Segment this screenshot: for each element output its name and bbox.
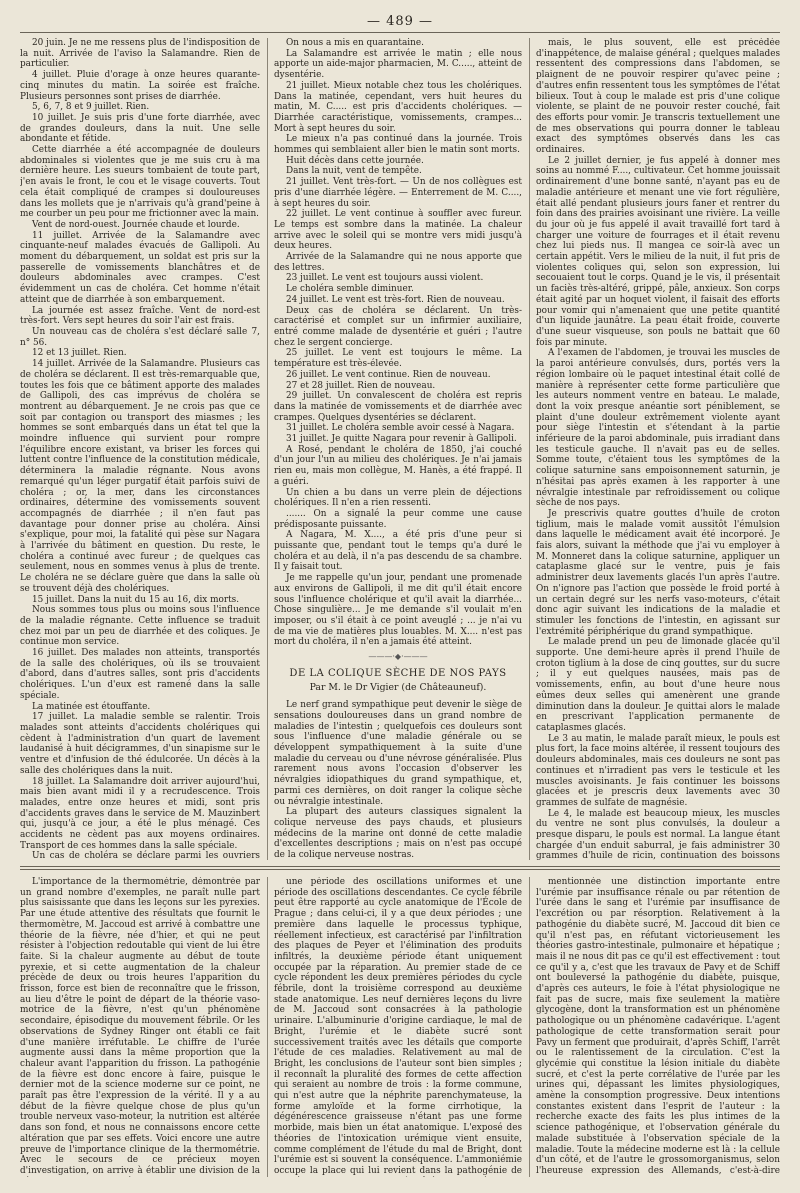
journal-paragraph: 12 et 13 juillet. Rien. bbox=[32, 348, 127, 359]
article-paragraph: Je prescrivis quatre gouttes d'huile de croton tiglium, mais le malade vomit aussitôt l'émulsion dans laquelle le médicament avait été incorporé. Je fais alors, suivant la méthode que j'ai vu employer à M. Monneret dans la colique saturnine, appliquer un cataplasme glacé sur le ventre, puis je fais administrer deux lavements glacés l'un après l'autre. On n'ignore pas l'action que possède le froid porté à un certain degré sur les nerfs vaso-moteurs, c'était donc agir suivant les indications de la maladie et stimuler les fonctions de l'intestin, en agissant sur l'extrémité périphérique du grand sympathique. bbox=[536, 508, 780, 637]
journal-paragraph: 31 juillet. Je quitte Nagara pour revenir à Gallipoli. bbox=[286, 434, 517, 445]
journal-paragraph: 27 et 28 juillet. Rien de nouveau. bbox=[286, 380, 436, 391]
section-rule bbox=[20, 866, 780, 867]
journal-paragraph: 15 juillet. Dans la nuit du 15 au 16, dix morts. bbox=[32, 594, 240, 605]
article-paragraph: mais, le plus souvent, elle est précédée d'inappétence, de malaise général ; quelques malades ressentent des compressions dans l'abdomen, se plaignent de ne pouvoir respirer qu'avec peine ; d'autres enfin ressentent tous les symptômes de l'état bilieux. Tout à coup le malade est pris d'une colique violente, se plaint de ne pouvoir rester couché, fait des efforts pour vomir. Je transcris textuellement une de mes observations qui pourra donner le tableau exact des symptômes observés dans les cas ordinaires. bbox=[536, 38, 780, 156]
journal-paragraph: Cette diarrhée a été accompagnée de douleurs abdominales si violentes que je me suis cru à ma dernière heure. Les sueurs tombaient de toute part, j'en avais le front, le cou et le visage couverts. Tout cela était compliqué de crampes si douloureuses dans les mollets que je n'arrivais qu'à grand'peine à me courber un peu pour me frictionner avec la main. bbox=[20, 145, 260, 220]
journal-paragraph: La matinée est étouffante. bbox=[32, 701, 151, 712]
column-divider bbox=[529, 877, 530, 1177]
journal-paragraph: Dans la nuit, vent de tempête. bbox=[286, 166, 422, 177]
journal-paragraph: 22 juillet. Le vent continue à souffler avec fureur. Le temps est sombre dans la matinée. La chaleur arrive avec le soleil qui se montre vers midi jusqu'à deux heures. bbox=[274, 209, 522, 252]
column-divider bbox=[267, 38, 268, 860]
journal-paragraph: ....... On a signalé la peur comme une cause prédisposante puissante. bbox=[274, 508, 522, 530]
article-paragraph: Le 4, le malade est beaucoup mieux, les muscles du ventre ne sont plus convulsés, la douleur a presque disparu, le pouls est normal. La langue étant chargée d'un enduit saburral, je fais administrer 30 grammes d'huile de ricin, continuation des boissons bbox=[536, 808, 780, 860]
review-paragraph: L'importance de la thermométrie, démontrée par un grand nombre d'exemples, ne paraît nulle part plus saisissante que dans les leçons sur les pyrexies. Par une étude attentive des résultats que fournit le thermomètre, M. Jaccoud est arrivé à combattre une théorie de la fièvre, née d'hier, et qui ne peut résister à l'objection redoutable qui vient de lui être faite. Si la chaleur augmente au début de toute pyrexie, et si cette augmentation de la chaleur précède de deux ou trois heures l'apparition du frisson, force est bien de reconnaître que le frisson, au lieu d'être le point de départ de la théorie vaso-motrice de la fièvre, n'est qu'un phénomène secondaire, épisodique du mouvement fébrile. Or les observations de Sydney Ringer ont établi ce fait d'une manière irréfutable. Le chiffre de l'urée augmente aussi dans la même proportion que la chaleur avant l'apparition du frisson. La pathogénie de la fièvre est donc encore à faire, puisque le dernier mot de la science moderne sur ce point, ne paraît pas être l'expression de la vérité. Il y a au début de la fièvre quelque chose de plus qu'un trouble nerveux vaso-moteur, la nutrition est altérée dans son fond, et nous ne connaissons encore cette altération que par ses effets. Voici encore une autre preuve de l'importance clinique de la thermométrie. Avec le secours de ce précieux moyen d'investigation, on arrive à établir une division de la bbox=[20, 877, 260, 1176]
review-paragraph: une période des oscillations uniformes et une période des oscillations descendantes. Ce cycle fébrile peut être rapporté au cycle anatomique de l'École de Prague ; dans celui-ci, il y a que deux périodes ; une première dans laquelle le processus typhique, réellement infectieux, est caractérisé par l'infiltration des plaques de Peyer et l'élimination des produits infiltrés, la deuxième période étant uniquement occupée par la réparation. Au premier stade de ce cycle répondent les deux premières périodes du cycle fébrile, dont la troisième correspond au deuxième stade anatomique. Les neuf dernières leçons du livre de M. Jaccoud sont consacrées à la pathologie urinaire. L'albuminurie d'origine cardiaque, le mal de Bright, l'urémie et le diabète sucré sont successivement traités avec les détails que comporte l'étude de ces maladies. Relativement au mal de Bright, les conclusions de l'auteur sont bien simples ; il reconnaît la pluralité des formes de cette affection qui seraient au nombre de trois : la forme commune, qui n'est autre que la néphrite parenchymateuse, la forme amyloïde et la forme cirrhotique, la dégénérescence graisseuse n'étant pas une forme morbide, mais bien un état anatomique. L'exposé des théories de l'intoxication urémique vient ensuite, comme complément de l'étude du mal de Bright, dont l'urémie est si souvent la conséquence. L'ammoniémie occupe la place qui lui revient dans la pathogénie de bbox=[274, 877, 522, 1176]
journal-paragraph: 29 juillet. Un convalescent de choléra est repris dans la matinée de vomissements et de diarrhée avec crampes. Quelques dysentéries se déclarent. bbox=[274, 391, 522, 423]
section-rule bbox=[20, 869, 780, 870]
journal-paragraph: 25 juillet. Le vent est toujours le même. La température est très-élevée. bbox=[274, 348, 522, 370]
journal-paragraph: 21 juillet. Mieux notable chez tous les cholériques. Dans la matinée, cependant, vers huit heures du matin, M. C..... est pris d'accidents cholériques. — Diarrhée caractéristique, vomissements, crampes... Mort à sept heures du soir. bbox=[274, 80, 522, 134]
journal-paragraph: Huit décès dans cette journée. bbox=[286, 155, 424, 166]
journal-paragraph: 20 juin. Je ne me ressens plus de l'indisposition de la nuit. Arrivée de l'aviso la Salamandre. Rien de particulier. bbox=[20, 38, 260, 70]
journal-paragraph: Deux cas de choléra se déclarent. Un très-caractérisé et complet sur un infirmier auxiliaire, entré comme malade de dysentérie et guéri ; l'autre chez le sergent concierge. bbox=[274, 305, 522, 348]
header-rule bbox=[20, 32, 780, 33]
review-column-left bbox=[20, 877, 260, 1177]
journal-paragraph: A Nagara, M. X...., a été pris d'une peur si puissante que, pendant tout le temps qu'a duré le choléra et au delà, il n'a pas descendu de sa chambre. Il y faisait tout. bbox=[274, 530, 522, 573]
article-title: DE LA COLIQUE SÈCHE DE NOS PAYS bbox=[289, 667, 507, 679]
journal-paragraph: 18 juillet. La Salamandre doit arriver aujourd'hui, mais bien avant midi il y a recrudescence. Trois malades, entre onze heures et midi, sont pris d'accidents graves dans le service de M. Mauzinbert qui, jusqu'à ce jour, a été le plus ménagé. Ces accidents ne cèdent pas aux moyens ordinaires. Transport de ces hommes dans la salle spéciale. bbox=[20, 776, 260, 851]
journal-paragraph: Arrivée de la Salamandre qui ne nous apporte que des lettres. bbox=[274, 252, 522, 273]
journal-paragraph: Je me rappelle qu'un jour, pendant une promenade aux environs de Gallipoli, il me dit qu'il était encore sous l'influence cholérique et qu'il avait la diarrhée... Chose singulière... Je me demande s'il voulait m'en imposer, ou s'il était à ce point aveuglé ; ... je n'ai vu de ma vie de matières plus louables. M. X.... n'est pas mort du choléra, il n'en a jamais été atteint. bbox=[274, 573, 522, 648]
review-paragraph: mentionnée une distinction importante entre l'urémie par insuffisance rénale ou par rétention de l'urée dans le sang et l'urémie par insuffisance de l'excrétion ou par résorption. Relativement à la pathogénie du diabète sucré, M. Jaccoud dit bien ce qu'il n'est pas, en réfutant victorieusement les théories gastro-intestinale, pulmonaire et hépatique ; mais il ne nous dit pas ce qu'il est effectivement : tout ce qu'il y a, c'est que les travaux de Pavy et de Schiff ont bouleversé la pathogénie du diabète, puisque, d'après ces auteurs, le foie à l'état physiologique ne fait pas de sucre, mais fixe seulement la matière glycogène, dont la transformation est un phénomène pathologique ou un phénomène cadavérique. L'agent pathologique de cette transformation serait pour Pavy un ferment que produirait, d'après Schiff, l'arrêt ou le ralentissement de la circulation. C'est la glycémie qui constitue la lésion initiale du diabète sucré, et c'est la perte corrélative de l'urée par les urines qui, dépassant les limites physiologiques, amène la consomption progressive. Deux intentions constantes existent dans l'esprit de l'auteur : la recherche exacte des faits les plus intimes de la science pathogénique, et l'observation générale du malade substituée à l'observation spéciale de la maladie. Toute la médecine moderne est là : la cellule d'un côté, et de l'autre le grossomorganismus, selon l'heureuse expression des Allemands, c'est-à-dire bbox=[536, 877, 780, 1176]
journal-paragraph: Un nouveau cas de choléra s'est déclaré salle 7, n° 56. bbox=[20, 326, 260, 348]
journal-paragraph: 23 juillet. Le vent est toujours aussi violent. bbox=[286, 273, 484, 284]
article-paragraph: Le 3 au matin, le malade paraît mieux, le pouls est plus fort, la face moins altérée, il ressent toujours des douleurs abdominales, mais ces douleurs ne sont pas continues et n'irradient pas vers le testicule et les muscles avoisinants. Je fais continuer les boissons glacées et je prescris deux lavements avec 30 grammes de sulfate de magnésie. bbox=[536, 733, 780, 808]
journal-paragraph: 16 juillet. Des malades non atteints, transportés de la salle des cholériques, où ils se trouvaient d'abord, dans d'autres salles, sont pris d'accidents cholériques. L'un d'eux est ramené dans la salle spéciale. bbox=[20, 648, 260, 701]
journal-paragraph: On nous a mis en quarantaine. bbox=[286, 38, 424, 48]
page-number: — 489 — bbox=[366, 14, 434, 29]
article-paragraph: La plupart des auteurs classiques signalent la colique nerveuse des pays chauds, et plusieurs médecins de la marine ont donné de cette maladie d'excellentes descriptions ; mais on n'est pas occupé de la colique nerveuse nostras. bbox=[274, 807, 522, 860]
column-right bbox=[536, 38, 780, 860]
article-byline: Par M. le Dr Vigier (de Châteauneuf). bbox=[309, 682, 487, 694]
column-divider bbox=[267, 877, 268, 1177]
journal-paragraph: 26 juillet. Le vent continue. Rien de nouveau. bbox=[286, 369, 491, 380]
journal-paragraph: Un chien a bu dans un verre plein de déjections cholériques. Il n'en a rien ressenti. bbox=[274, 487, 522, 509]
column-middle bbox=[274, 38, 522, 860]
journal-paragraph: 24 juillet. Le vent est très-fort. Rien de nouveau. bbox=[286, 294, 505, 305]
column-divider bbox=[529, 38, 530, 860]
journal-paragraph: 17 juillet. La maladie semble se ralentir. Trois malades sont atteints d'accidents cholériques qui cèdent à l'administration d'un quart de lavement laudanisé à huit décigrammes, d'un sinapisme sur le ventre et d'infusion de thé édulcorée. Un décès à la salle des cholériques dans la nuit. bbox=[20, 712, 260, 776]
journal-paragraph: 4 juillet. Pluie d'orage à onze heures quarante-cinq minutes du matin. La soirée est fraîche. Plusieurs personnes sont prises de diarrhée. bbox=[20, 70, 260, 102]
journal-paragraph: A Rosé, pendant le choléra de 1850, j'ai couché d'un jour l'un au milieu des cholériques. Je n'ai jamais rien eu, mais mon collègue, M. Hanès, a été frappé. Il a guéri. bbox=[274, 444, 522, 487]
column-left bbox=[20, 38, 260, 860]
journal-paragraph: Le mieux n'a pas continué dans la journée. Trois hommes qui semblaient aller bien le matin sont morts. bbox=[274, 134, 522, 156]
review-column-right bbox=[536, 877, 780, 1177]
article-paragraph: Le malade prend un peu de limonade glacée qu'il supporte. Une demi-heure après il prend l'huile de croton tiglium à la dose de cinq gouttes, sur du sucre ; il y eut quelques nausées, mais pas de vomissements, enfin, au bout d'une heure nous eûmes deux selles qui amenèrent une grande diminution dans la douleur. Je quittai alors le malade en prescrivant l'application permanente de cataplasmes glacés. bbox=[536, 637, 780, 733]
journal-paragraph: Nous sommes tous plus ou moins sous l'influence de la maladie régnante. Cette influence se traduit chez moi par un peu de diarrhée et des coliques. Je continue mon service. bbox=[20, 605, 260, 648]
article-paragraph: A l'examen de l'abdomen, je trouvai les muscles de la paroi antérieure convulsés, durs, portés vers la région lombaire où le paquet intestinal était collé de manière à représenter cette forme particulière que les auteurs nomment ventre en bateau. Le malade, dont la voix presque anéantie sort péniblement, se plaint d'une douleur extrêmement violente ayant pour siège l'intestin et s'étendant à la partie inférieure de la paroi abdominale, puis irradiant dans les testicule gauche. Il n'avait pas eu de selles. Somme toute, c'étaient tous les symptômes de la colique saturnine sans empoisonnement saturnin, je n'hésitai pas après examen à les rapporter à une névralgie intestinale par refroidissement ou colique sèche de nos pays. bbox=[536, 348, 780, 509]
review-column-middle bbox=[274, 877, 522, 1177]
journal-paragraph: 10 juillet. Je suis pris d'une forte diarrhée, avec de grandes douleurs, dans la nuit. Une selle abondante et fétide. bbox=[20, 112, 260, 145]
journal-paragraph: 31 juillet. Le choléra semble avoir cessé à Nagara. bbox=[286, 423, 515, 434]
journal-paragraph: Un cas de choléra se déclare parmi les ouvriers bbox=[32, 851, 260, 860]
article-paragraph: Le 2 juillet dernier, je fus appelé à donner mes soins au nommé F...., cultivateur. Cet homme jouissait ordinairement d'une bonne santé, n'ayant pas eu de maladie antérieure et menant une vie fort régulière, était allé pendant plusieurs jours faner et rentrer du foin dans des prairies avoisinant une rivière. La veille du jour où je fus appelé il avait travaillé fort tard à charger une voiture de fourrages et il était revenu chez lui pieds nus. Il mangea ce soir-là avec un certain appétit. Vers le milieu de la nuit, il fut pris de violentes coliques qui, selon son expression, lui secouaient tout le corps. Quand je le vis, il présentait un faciès très-altéré, grippé, pâle, anxieux. Son corps était agité par un hoquet violent, il faisait des efforts pour vomir qui n'amenaient que une petite quantité d'un liquide jaunâtre. La peau était froide, couverte d'une sueur visqueuse, son pouls ne battait que 60 fois par minute. bbox=[536, 155, 780, 348]
article-paragraph: Le nerf grand sympathique peut devenir le siège de sensations douloureuses dans un grand nombre de maladies de l'intestin ; quelquefois ces douleurs sont sous l'influence d'une maladie générale ou se développent sympathiquement à la suite d'une maladie du cerveau ou d'une névrose généralisée. Plus rarement nous avons l'occasion d'observer les névralgies idiopathiques du grand sympathique, et, parmi ces dernières, on doit ranger la colique sèche ou névralgie intestinale. bbox=[274, 700, 522, 807]
journal-paragraph: 14 juillet. Arrivée de la Salamandre. Plusieurs cas de choléra se déclarent. Il est très-remarquable que, toutes les fois que ce bâtiment apporte des malades de Gallipoli, des cas imprévus de choléra se montrent au débarquement. Je ne crois pas que ce soit par contagion ou transport des miasmes ; les hommes se sont embarqués dans un état tel que la moindre influence qui survient pour rompre l'équilibre encore existant, va briser les forces qui luttent contre l'influence de la constitution médicale, déterminera la maladie régnante. Nous avons remarqué qu'un léger purgatif était parfois suivi de choléra ; or, la mer, dans les circonstances ordinaires, détermine des vomissements souvent accompagnés de diarrhée ; il n'en faut pas davantage pour donner prise au choléra. Ainsi s'explique, pour moi, la fatalité qui pèse sur Nagara à l'arrivée du bâtiment en question. Du reste, le choléra a continué avec fureur ; de quelques cas seulement, nous en sommes venus à plus de trente. Le choléra ne se déclare guère que dans la salle où se trouvent déjà des cholériques. bbox=[20, 359, 260, 594]
journal-paragraph: 11 juillet. Arrivée de la Salamandre avec cinquante-neuf malades évacués de Gallipoli. Au moment du débarquement, un soldat est pris sur la passerelle de vomissements blanchâtres et de douleurs abdominales avec crampes. C'est évidemment un cas de choléra. Cet homme n'était atteint que de diarrhée à son embarquement. bbox=[20, 230, 260, 305]
journal-paragraph: Vent de nord-ouest. Journée chaude et lourde. bbox=[32, 219, 240, 230]
journal-paragraph: 21 juillet. Vent très-fort. — Un de nos collègues est pris d'une diarrhée légère. — Enterrement de M. C...., à sept heures du soir. bbox=[274, 177, 522, 209]
journal-paragraph: La journée est assez fraîche. Vent de nord-est très-fort. Vers sept heures du soir l'air est frais. bbox=[20, 305, 260, 327]
journal-paragraph: 5, 6, 7, 8 et 9 juillet. Rien. bbox=[32, 102, 150, 113]
section-ornament: ———·◆·——— bbox=[368, 652, 428, 662]
journal-paragraph: La Salamandre est arrivée le matin ; elle nous apporte un aide-major pharmacien, M. C....., atteint de dysentérie. bbox=[274, 48, 522, 81]
journal-paragraph: Le choléra semble diminuer. bbox=[286, 284, 414, 295]
